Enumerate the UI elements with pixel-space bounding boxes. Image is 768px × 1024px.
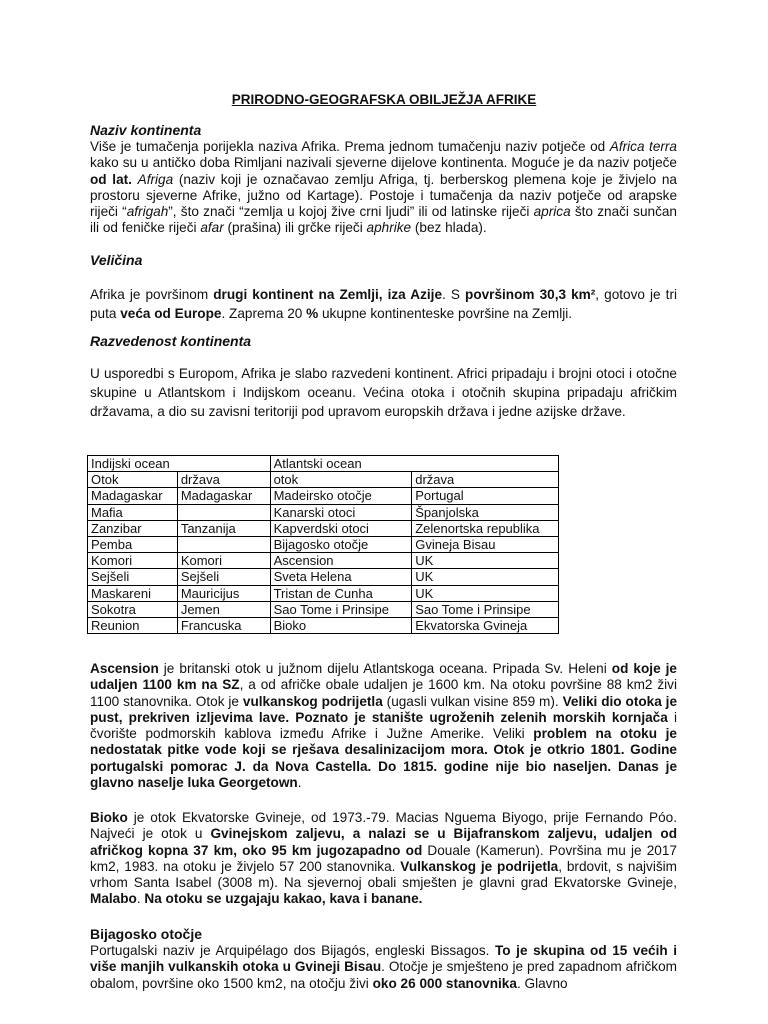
- table-row: [88, 585, 559, 601]
- atlantic-country-cell: Sao Tome i Prinsipe: [412, 601, 559, 617]
- indian-country-cell: Sejšeli: [177, 569, 270, 585]
- table-row: [88, 488, 559, 504]
- table-row: [88, 569, 559, 585]
- atlantic-island-cell: Bijagosko otočje: [270, 536, 412, 552]
- atlantic-country-cell: Zelenortska republika: [412, 520, 559, 536]
- atlantic-country-cell: Ekvatorska Gvineja: [412, 617, 559, 633]
- paragraph-naziv: Više je tumačenja porijekla naziva Afrika. Prema jednom tumačenju naziv potječe od Africa terra kako su u antičko doba Rimljani nazivali sjeverne dijelove kontinenta. Moguće je da naziv potječe od lat. Afriga (naziv koji je označavao zemlju Afriga, tj. berberskog plemena koje je živjelo na prostoru sjeverne Afrike, južno od Kartage). Postoje i tumačenja da naziv potječe od arapske riječi “afrigah”, što znači “zemlja u kojoj žive crni ljudi” ili od latinske riječi aprica što znači sunčan ili od feničke riječi afar (prašina) ili grčke riječi aphrike (bez hlada).: [90, 139, 677, 236]
- atlantic-island-cell: Kapverdski otoci: [270, 520, 412, 536]
- indian-island-cell: Sokotra: [88, 601, 178, 617]
- header-drzava-atlantic: država: [412, 472, 559, 488]
- table-row: [88, 504, 559, 520]
- atlantic-country-cell: Portugal: [412, 488, 559, 504]
- table-row: [88, 520, 559, 536]
- indian-island-cell: Komori: [88, 553, 178, 569]
- heading-naziv: Naziv kontinenta: [90, 122, 202, 138]
- paragraph-velicina: Afrika je površinom drugi kontinent na Zemlji, iza Azije. S površinom 30,3 km², gotovo je tri puta veća od Europe. Zaprema 20 % ukupne kontinenteske površine na Zemlji.: [90, 287, 677, 321]
- atlantic-island-cell: Madeirsko otočje: [270, 488, 412, 504]
- indian-island-cell: Madagaskar: [88, 488, 178, 504]
- atlantic-island-cell: Tristan de Cunha: [270, 585, 412, 601]
- indian-country-cell: Tanzanija: [177, 520, 270, 536]
- paragraph-bijagosko: Portugalski naziv je Arquipélago dos Bijagós, engleski Bissagos. To je skupina od 15 većih i više manjih vulkanskih otoka u Gvineji Bisau. Otočje je smješteno je pred zapadnom afričkom obalom, površine oko 1500 km2, na otočju živi oko 26 000 stanovnika. Glavno: [90, 943, 677, 991]
- atlantic-island-cell: Bioko: [270, 617, 412, 633]
- paragraph-ascension: Ascension je britanski otok u južnom dijelu Atlantskoga oceana. Pripada Sv. Heleni od koje je udaljen 1100 km na SZ, a od afričke obale udaljen je 1600 km. Na otoku površine 88 km2 živi 1100 stanovnika. Otok je vulkanskog podrijetla (ugasli vulkan visine 859 m). Veliki dio otoka je pust, prekriven izljevima lave. Poznato je stanište ugroženih zelenih morskih kornjača i čvorište podmorskih kablova između Afrike i Južne Amerike. Veliki problem na otoku je nedostatak pitke vode koji se rješava desalinizacijom mora. Otok je otkrio 1801. Godine portugalski pomorac J. da Nova Castella. Do 1815. godine nije bio naseljen. Danas je glavno naselje luka Georgetown.: [90, 661, 678, 791]
- indian-country-cell: Francuska: [177, 617, 270, 633]
- indian-country-cell: Komori: [177, 553, 270, 569]
- indian-island-cell: Mafia: [88, 504, 178, 520]
- heading-razvedenost: Razvedenost kontinenta: [90, 333, 252, 349]
- heading-bijagosko: Bijagosko otočje: [90, 926, 203, 942]
- indian-country-cell: Madagaskar: [177, 488, 270, 504]
- indian-country-cell: [177, 536, 270, 552]
- header-drzava: država: [177, 472, 270, 488]
- table-header-row: [88, 472, 559, 488]
- atlantic-ocean-header: Atlantski ocean: [270, 456, 558, 472]
- heading-velicina: Veličina: [90, 252, 143, 268]
- indian-island-cell: Zanzibar: [88, 520, 178, 536]
- atlantic-island-cell: Ascension: [270, 553, 412, 569]
- atlantic-country-cell: UK: [412, 585, 559, 601]
- table-ocean-row: [88, 456, 559, 472]
- indian-country-cell: Jemen: [177, 601, 270, 617]
- indian-country-cell: [177, 504, 270, 520]
- atlantic-country-cell: Gvineja Bisau: [412, 536, 559, 552]
- indian-island-cell: Reunion: [88, 617, 178, 633]
- table-row: [88, 553, 559, 569]
- atlantic-island-cell: Kanarski otoci: [270, 504, 412, 520]
- table-row: [88, 617, 559, 633]
- indian-ocean-header: Indijski ocean: [88, 456, 271, 472]
- header-otok: Otok: [88, 472, 178, 488]
- islands-table: [87, 455, 559, 634]
- header-otok-atlantic: otok: [270, 472, 412, 488]
- atlantic-island-cell: Sveta Helena: [270, 569, 412, 585]
- atlantic-country-cell: UK: [412, 569, 559, 585]
- atlantic-island-cell: Sao Tome i Prinsipe: [270, 601, 412, 617]
- page-title: PRIRODNO-GEOGRAFSKA OBILJEŽJA AFRIKE: [231, 92, 537, 107]
- paragraph-razvedenost: U usporedbi s Europom, Afrika je slabo razvedeni kontinent. Africi pripadaju i brojni otoci i otočne skupine u Atlantskom i Indijskom oceanu. Većina otoka i otočnih skupina pripadaju afričkim državama, a dio su zavisni teritoriji pod upravom europskih država i jedne azijske države.: [90, 366, 677, 419]
- indian-country-cell: Mauricijus: [177, 585, 270, 601]
- paragraph-bioko: Bioko je otok Ekvatorske Gvineje, od 1973.-79. Macias Nguema Biyogo, prije Fernando Póo. Najveći je otok u Gvinejskom zaljevu, a nalazi se u Bijafranskom zaljevu, udaljen od afričkog kopna 37 km, oko 95 km jugozapadno od Douale (Kamerun). Površina mu je 2017 km2, 1983. na otoku je živjelo 57 200 stanovnika. Vulkanskog je podrijetla, brdovit, s najvišim vrhom Santa Isabel (3008 m). Na sjevernoj obali smješten je glavni grad Ekvatorske Gvineje, Malabo. Na otoku se uzgajaju kakao, kava i banane.: [90, 810, 677, 907]
- table-row: [88, 536, 559, 552]
- table-row: [88, 601, 559, 617]
- indian-island-cell: Sejšeli: [88, 569, 178, 585]
- indian-island-cell: Pemba: [88, 536, 178, 552]
- atlantic-country-cell: Španjolska: [412, 504, 559, 520]
- atlantic-country-cell: UK: [412, 553, 559, 569]
- indian-island-cell: Maskareni: [88, 585, 178, 601]
